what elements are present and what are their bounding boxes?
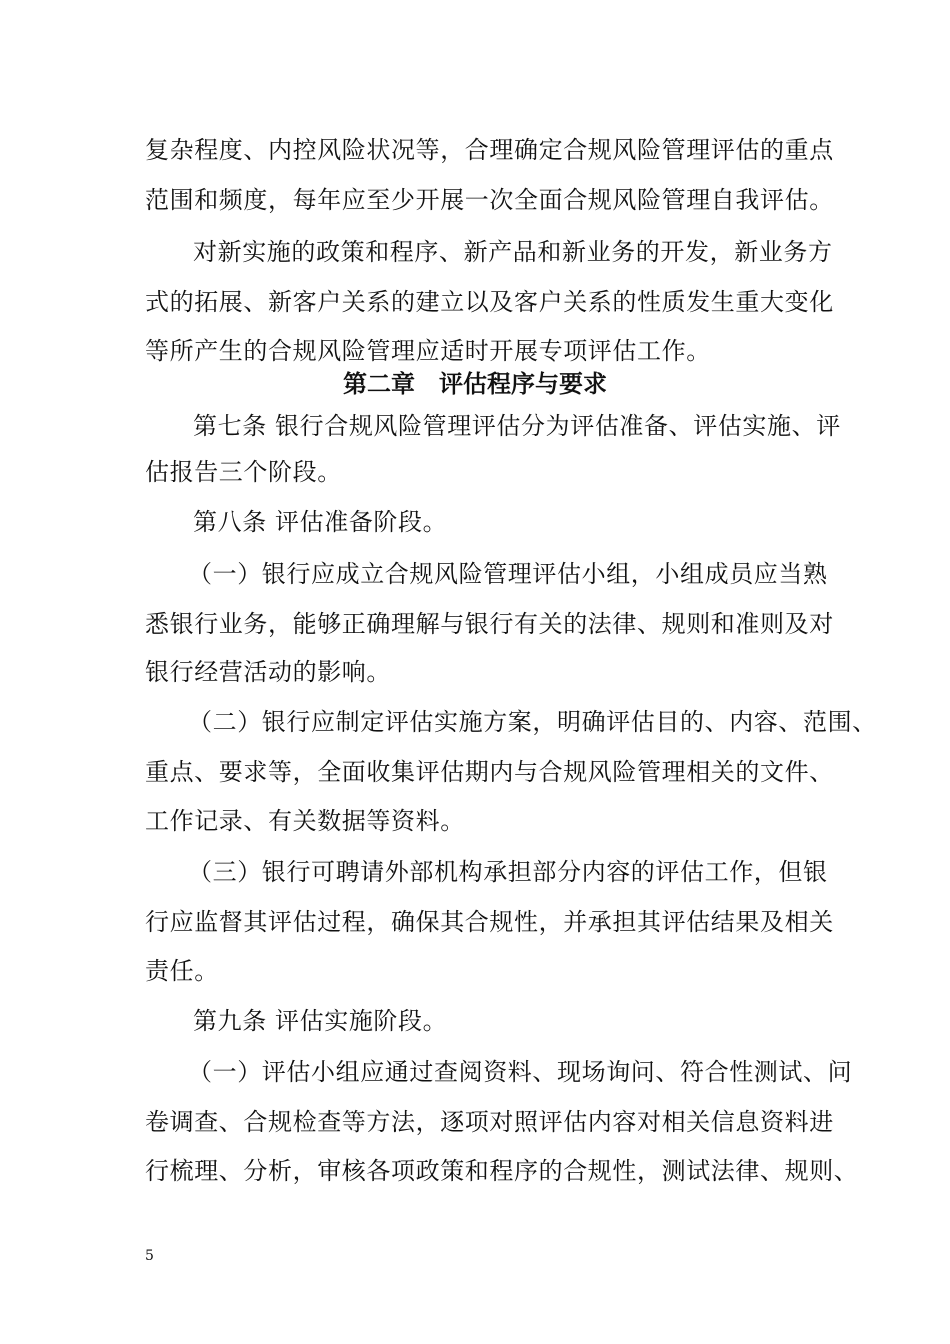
body-line: 卷调查、合规检查等方法，逐项对照评估内容对相关信息资料进 [145,1108,834,1136]
body-line: 式的拓展、新客户关系的建立以及客户关系的性质发生重大变化 [145,288,834,316]
clause-line: （一）评估小组应通过查阅资料、现场询问、符合性测试、问 [188,1058,853,1086]
body-line: 复杂程度、内控风险状况等，合理确定合规风险管理评估的重点 [145,136,834,164]
body-line: 范围和频度，每年应至少开展一次全面合规风险管理自我评估。 [145,186,834,214]
body-line: 工作记录、有关数据等资料。 [145,807,465,835]
article-7-line: 第七条 银行合规风险管理评估分为评估准备、评估实施、评 [193,412,841,440]
clause-line: （三）银行可聘请外部机构承担部分内容的评估工作，但银 [188,858,828,886]
body-line: 责任。 [145,957,219,985]
body-line: 估报告三个阶段。 [145,458,342,486]
body-line: 等所产生的合规风险管理应适时开展专项评估工作。 [145,337,711,365]
body-line: 行梳理、分析，审核各项政策和程序的合规性，测试法律、规则、 [145,1157,859,1185]
body-line: 行应监督其评估过程，确保其合规性，并承担其评估结果及相关 [145,908,834,936]
body-line: 银行经营活动的影响。 [145,658,391,686]
article-9-title: 第九条 评估实施阶段。 [193,1007,448,1035]
chapter-heading: 第二章 评估程序与要求 [343,370,607,398]
body-line: 悉银行业务，能够正确理解与银行有关的法律、规则和准则及对 [145,610,834,638]
body-line: 重点、要求等，全面收集评估期内与合规风险管理相关的文件、 [145,758,834,786]
page-number: 5 [145,1248,154,1264]
clause-line: （一）银行应成立合规风险管理评估小组，小组成员应当熟 [188,560,828,588]
body-line: 对新实施的政策和程序、新产品和新业务的开发，新业务方 [193,238,833,266]
article-8-title: 第八条 评估准备阶段。 [193,508,448,536]
clause-line: （二）银行应制定评估实施方案，明确评估目的、内容、范围、 [188,708,877,736]
